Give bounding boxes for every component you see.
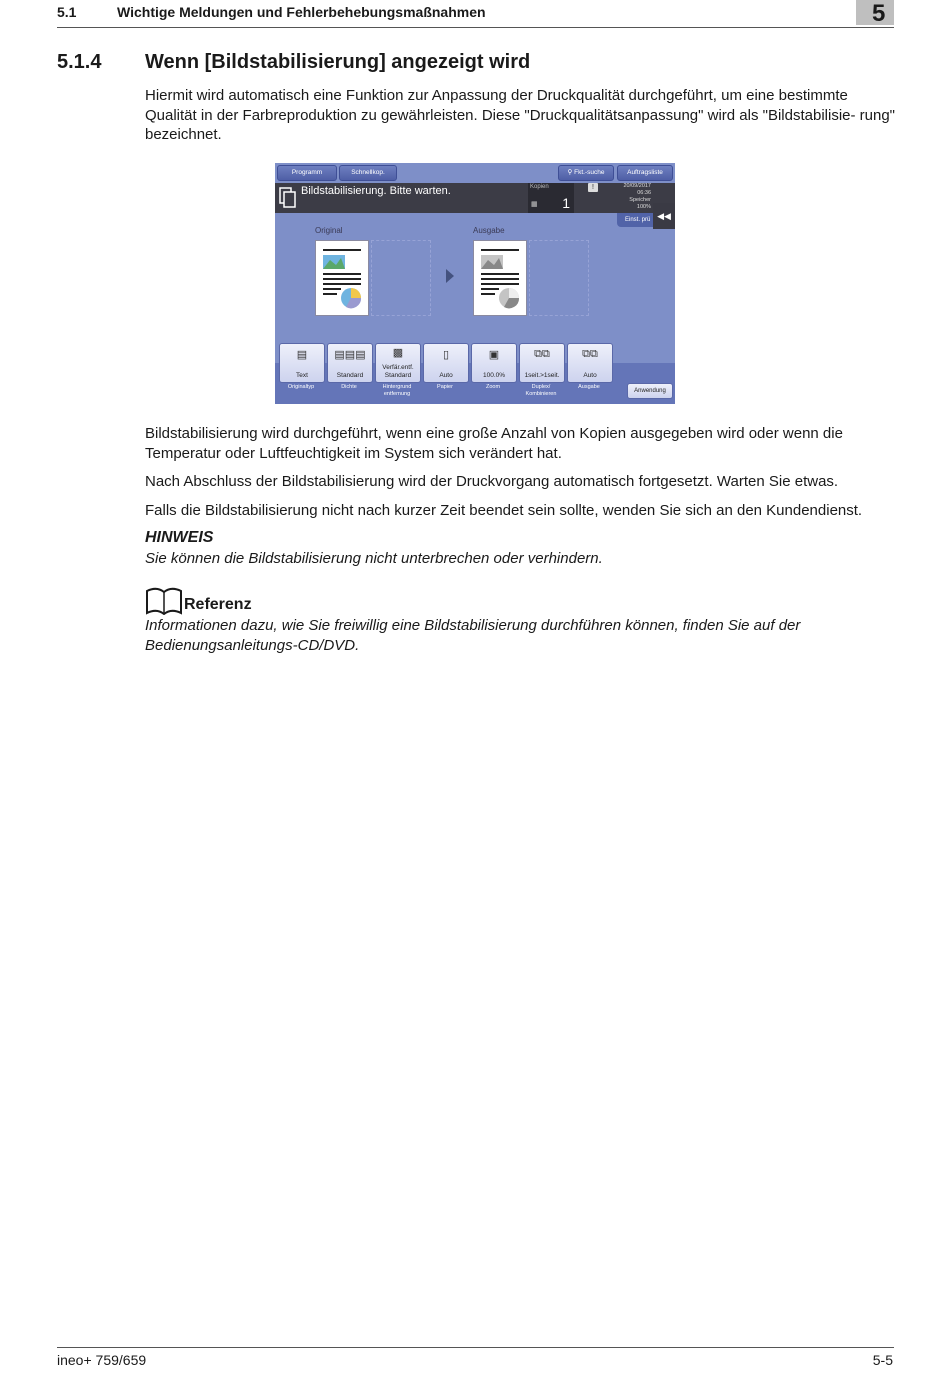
copies-counter (528, 183, 574, 213)
paper-label: Papier (437, 384, 453, 390)
paper-icon: ▯ (442, 349, 450, 361)
copy-icon (279, 187, 297, 209)
output-page-image (474, 241, 526, 315)
warning-icon: ! (588, 183, 598, 192)
note-text: Sie können die Bildstabilisierung nicht unterbrechen oder verhindern. (145, 550, 603, 567)
header-section-title: Wichtige Meldungen und Fehlerbehebungsmaßnahmen (117, 4, 486, 20)
output-value: Auto (583, 372, 597, 379)
time-display: 06:36 (637, 190, 651, 196)
background-removal-value: Verfär.entf. Standard (382, 364, 414, 379)
density-icon: ▤▤▤ (334, 349, 366, 361)
zoom-label: Zoom (485, 384, 501, 390)
output-page-placeholder (529, 240, 589, 316)
duplex-button[interactable] (519, 343, 565, 383)
original-page-placeholder (371, 240, 431, 316)
reference-heading: Referenz (184, 596, 252, 613)
search-icon: ⚲ (567, 169, 573, 176)
quick-copy-button[interactable]: Schnellkop. (339, 165, 397, 181)
header-section-number: 5.1 (57, 4, 77, 20)
density-label: Dichte (341, 384, 357, 390)
paper-button[interactable] (423, 343, 469, 383)
device-screen (275, 163, 675, 404)
function-search-label: Fkt.-suche (574, 169, 605, 176)
memory-value: 100% (636, 204, 651, 210)
duplex-value: 1seit.>1seit. (524, 372, 560, 379)
output-icon: ⧉⧉ (582, 348, 598, 360)
document-icon: ▤ (296, 349, 308, 361)
reference-text: Informationen dazu, wie Sie freiwillig eine Bildstabilisierung durchführen können, finden Sie auf der Bedienungsanleitungs-CD/DVD. (145, 617, 801, 654)
footer-page-number: 5-5 (872, 1352, 893, 1368)
background-removal-label: Hintergrund entfernung (382, 384, 412, 397)
note-heading: HINWEIS (145, 529, 214, 546)
function-search-button[interactable] (558, 165, 614, 181)
header-divider (57, 27, 894, 28)
intro-paragraph: Hiermit wird automatisch eine Funktion zur Anpassung der Druckqualität durchgeführt, um eine bestimmte Qualität in der Farbreproduktion zu gewährleisten. Diese "Druckqualitätsanpassung" wird als "Bildstabilisie- rung" bezeichnet. (145, 87, 895, 143)
message-bar (275, 183, 675, 213)
rewind-icon[interactable]: ◀◀ (653, 203, 675, 229)
arrow-right-icon (446, 269, 454, 283)
original-type-button[interactable] (279, 343, 325, 383)
duplex-label: Duplex/ Kombinieren (525, 384, 557, 397)
original-page-preview (315, 240, 369, 316)
output-label: Ausgabe (473, 226, 505, 235)
body-paragraph-1: Bildstabilisierung wird durchgeführt, wenn eine große Anzahl von Kopien ausgegeben wird oder wenn die Temperatur oder Luftfeuchtigkeit im System sich verändert hat. (145, 425, 843, 462)
check-settings-button[interactable]: Einst. prü (617, 213, 661, 227)
original-label: Original (315, 226, 343, 235)
job-list-button[interactable]: Auftragsliste (617, 165, 673, 181)
original-type-value: Text (296, 372, 308, 379)
zoom-value: 100.0% (482, 372, 506, 379)
original-page-image (316, 241, 368, 315)
footer-divider (57, 1347, 894, 1348)
background-icon: ▩ (392, 347, 404, 359)
copies-value: 1 (562, 195, 570, 211)
output-button[interactable] (567, 343, 613, 383)
density-button[interactable] (327, 343, 373, 383)
program-button[interactable]: Programm (277, 165, 337, 181)
date-display: 20/09/2017 (623, 183, 651, 189)
zoom-button[interactable] (471, 343, 517, 383)
apply-button[interactable]: Anwendung (627, 383, 673, 399)
section-title: Wenn [Bildstabilisierung] angezeigt wird (145, 51, 531, 73)
duplex-icon: ⧉⧉ (534, 348, 550, 360)
output-label-fn: Ausgabe (578, 384, 600, 390)
memory-label: Speicher (629, 197, 651, 203)
copies-label: Kopien (530, 184, 549, 190)
footer-model: ineo+ 759/659 (57, 1352, 147, 1368)
section-number: 5.1.4 (57, 51, 102, 73)
density-value: Standard (336, 372, 364, 379)
output-page-preview (473, 240, 527, 316)
background-removal-button[interactable] (375, 343, 421, 383)
zoom-icon: ▣ (488, 349, 500, 361)
paper-value: Auto (439, 372, 453, 379)
original-type-label: Originaltyp (287, 384, 315, 390)
body-paragraph-3: Falls die Bildstabilisierung nicht nach kurzer Zeit beendet sein sollte, wenden Sie sich an den Kundendienst. (145, 502, 863, 519)
chapter-number: 5 (872, 0, 886, 27)
keypad-icon: ▦ (531, 201, 538, 208)
status-message: Bildstabilisierung. Bitte warten. (301, 185, 451, 197)
book-icon (145, 587, 183, 615)
body-paragraph-2: Nach Abschluss der Bildstabilisierung wird der Druckvorgang automatisch fortgesetzt. Warten Sie etwas. (145, 473, 839, 490)
